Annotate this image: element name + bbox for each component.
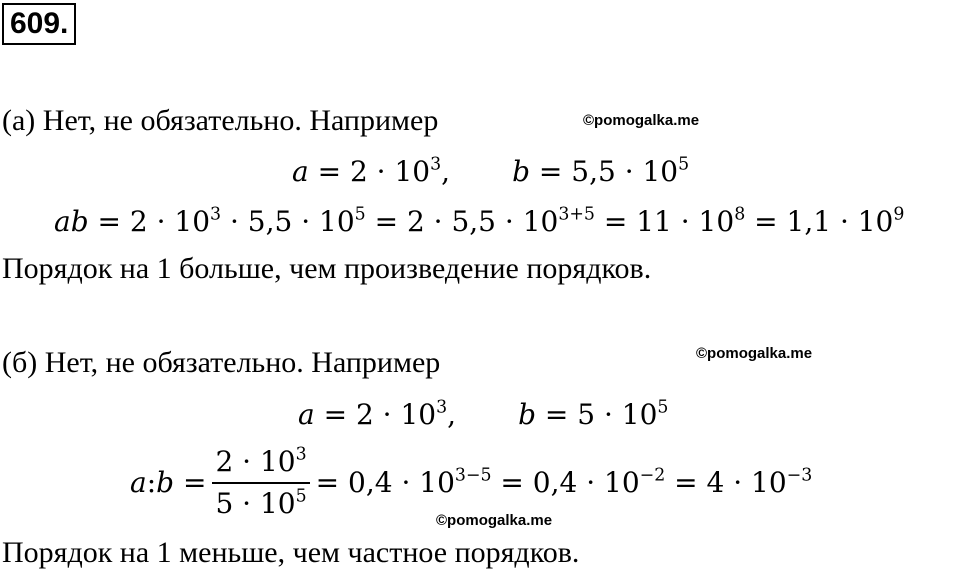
var-b: b xyxy=(512,155,530,188)
exponent: 3−5 xyxy=(454,465,492,486)
expr: = 5,5 · 10 xyxy=(530,155,679,188)
part-a-heading: (а) Нет, не обязательно. Например xyxy=(2,104,439,137)
expr: 5 · 10 xyxy=(215,487,296,520)
var-b: b xyxy=(518,398,536,431)
var-a: a xyxy=(130,466,147,499)
expr: = 2 · 10 xyxy=(308,155,431,188)
part-a-example xyxy=(292,155,689,189)
colon: : xyxy=(146,466,157,499)
problem-number: 609. xyxy=(2,3,76,45)
watermark: ©pomogalka.me xyxy=(696,345,813,362)
expr: = 2 · 5,5 · 10 xyxy=(365,205,559,238)
exponent: 3 xyxy=(210,204,222,225)
part-a-product-equation xyxy=(54,205,904,239)
part-a-conclusion: Порядок на 1 больше, чем произведение порядков. xyxy=(2,252,652,285)
fraction xyxy=(212,444,309,522)
exponent: 9 xyxy=(893,204,905,225)
fraction-denominator xyxy=(212,484,309,522)
expr: = 1,1 · 10 xyxy=(745,205,894,238)
var-a: a xyxy=(292,155,309,188)
equals: = xyxy=(174,466,207,499)
expr: = 5 · 10 xyxy=(536,398,658,431)
part-b-quotient-equation xyxy=(130,444,812,522)
exponent: 5 xyxy=(354,204,366,225)
part-b-example xyxy=(298,398,668,432)
exponent: 3 xyxy=(430,154,442,175)
exponent: 3 xyxy=(295,444,307,465)
separator: , xyxy=(441,155,451,188)
expr: = 0,4 · 10 xyxy=(491,466,640,499)
var-a: a xyxy=(298,398,315,431)
watermark: ©pomogalka.me xyxy=(436,512,553,529)
expr: · 5,5 · 10 xyxy=(221,205,355,238)
exponent: 8 xyxy=(734,204,746,225)
exponent: −2 xyxy=(639,465,666,486)
exponent: 5 xyxy=(295,486,307,507)
expr: = 0,4 · 10 xyxy=(315,466,455,499)
fraction-numerator xyxy=(212,444,309,484)
watermark: ©pomogalka.me xyxy=(583,112,700,129)
exponent: 5 xyxy=(657,397,669,418)
expr: = 2 · 10 xyxy=(314,398,437,431)
part-b-conclusion: Порядок на 1 меньше, чем частное порядков. xyxy=(2,536,580,569)
separator: , xyxy=(447,398,457,431)
var-ab: ab xyxy=(54,205,89,238)
expr: = 2 · 10 xyxy=(88,205,211,238)
exponent: 3+5 xyxy=(558,204,595,225)
var-b: b xyxy=(156,466,175,499)
exponent: 5 xyxy=(678,154,690,175)
part-b-heading: (б) Нет, не обязательно. Например xyxy=(2,346,441,379)
exponent: −3 xyxy=(786,465,813,486)
expr: 2 · 10 xyxy=(215,445,296,478)
expr: = 4 · 10 xyxy=(665,466,787,499)
expr: = 11 · 10 xyxy=(594,205,735,238)
exponent: 3 xyxy=(436,397,448,418)
